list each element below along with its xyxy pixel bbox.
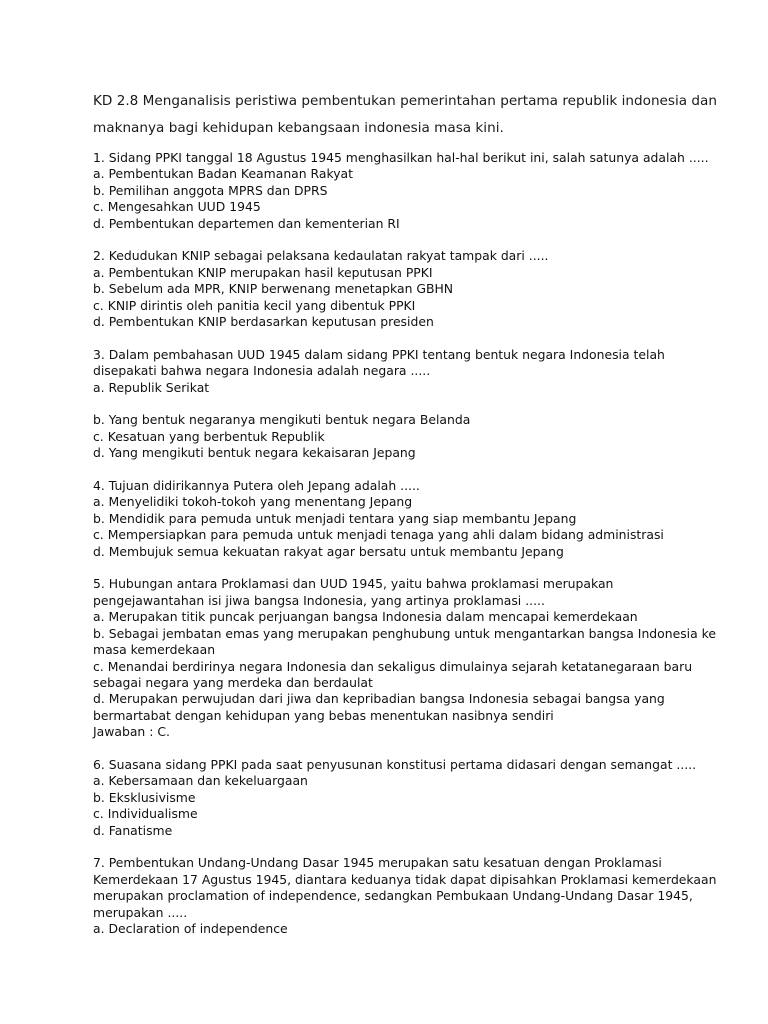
question-line: d. Merupakan perwujudan dari jiwa dan kepribadian bangsa Indonesia sebagai bangsa yang (93, 691, 665, 707)
question-line: b. Mendidik para pemuda untuk menjadi tentara yang siap membantu Jepang (93, 510, 577, 526)
question-text: 2. Kedudukan KNIP sebagai pelaksana kedaulatan rakyat tampak dari ..... (93, 248, 549, 264)
question-text: 7. Pembentukan Undang-Undang Dasar 1945 merupakan satu kesatuan dengan Proklamasi (93, 855, 662, 871)
question-line: c. Mempersiapkan para pemuda untuk menjadi tenaga yang ahli dalam bidang administrasi (93, 527, 664, 543)
question-line: Jawaban : C. (93, 724, 170, 740)
question-line: masa kemerdekaan (93, 642, 216, 658)
question-line: a. Declaration of independence (93, 920, 288, 936)
question-line: c. Individualisme (93, 806, 198, 822)
question-line: merupakan proclamation of independence, sedangkan Pembukaan Undang-Undang Dasar 1945, (93, 888, 693, 904)
question-line: a. Menyelidiki tokoh-tokoh yang menentang Jepang (93, 494, 413, 510)
question-text: 6. Suasana sidang PPKI pada saat penyusunan konstitusi pertama didasari dengan semangat ..... (93, 756, 697, 772)
question-7 (93, 855, 743, 937)
question-line: d. Pembentukan KNIP berdasarkan keputusan presiden (93, 314, 434, 330)
question-1 (93, 150, 743, 232)
question-line: a. Kebersamaan dan kekeluargaan (93, 773, 308, 789)
question-line: c. Menandai berdirinya negara Indonesia dan sekaligus dimulainya sejarah ketatanegaraan baru (93, 658, 693, 674)
question-text: 5. Hubungan antara Proklamasi dan UUD 1945, yaitu bahwa proklamasi merupakan (93, 576, 614, 592)
question-text: 3. Dalam pembahasan UUD 1945 dalam sidang PPKI tentang bentuk negara Indonesia telah (93, 346, 665, 362)
question-line: a. Pembentukan KNIP merupakan hasil keputusan PPKI (93, 264, 433, 280)
header-line-1: KD 2.8 Menganalisis peristiwa pembentukan pemerintahan pertama republik indonesia dan (93, 93, 718, 109)
question-line: c. Kesatuan yang berbentuk Republik (93, 428, 325, 444)
question-5 (93, 576, 743, 740)
question-line: a. Republik Serikat (93, 379, 210, 395)
question-line: pengejawantahan isi jiwa bangsa Indonesia, yang artinya proklamasi ..... (93, 592, 545, 608)
question-line: Kemerdekaan 17 Agustus 1945, diantara keduanya tidak dapat dipisahkan Proklamasi kemerdekaan (93, 871, 717, 887)
question-line: disepakati bahwa negara Indonesia adalah negara ..... (93, 363, 431, 379)
question-line: a. Merupakan titik puncak perjuangan bangsa Indonesia dalam mencapai kemerdekaan (93, 609, 638, 625)
question-text: 4. Tujuan didirikannya Putera oleh Jepang adalah ..... (93, 478, 420, 494)
question-line: d. Fanatisme (93, 822, 173, 838)
question-line: sebagai negara yang merdeka dan berdaulat (93, 674, 373, 690)
question-list (93, 150, 743, 937)
question-line: bermartabat dengan kehidupan yang bebas menentukan nasibnya sendiri (93, 707, 554, 723)
question-4 (93, 478, 743, 560)
question-6 (93, 757, 743, 839)
question-text: 1. Sidang PPKI tanggal 18 Agustus 1945 menghasilkan hal-hal berikut ini, salah satunya adalah ..... (93, 150, 709, 165)
document-page (93, 88, 743, 954)
header-line-2: maknanya bagi kehidupan kebangsaan indonesia masa kini. (93, 120, 504, 136)
question-2 (93, 248, 743, 330)
document-header (93, 88, 743, 142)
question-line: d. Pembentukan departemen dan kementerian RI (93, 215, 400, 231)
question-line: merupakan ..... (93, 904, 188, 920)
question-line: b. Pemilihan anggota MPRS dan DPRS (93, 182, 328, 198)
blank-line (93, 396, 743, 412)
question-line: b. Yang bentuk negaranya mengikuti bentuk negara Belanda (93, 412, 471, 428)
question-line: b. Eksklusivisme (93, 789, 196, 805)
question-line: a. Pembentukan Badan Keamanan Rakyat (93, 166, 354, 182)
question-line: b. Sebelum ada MPR, KNIP berwenang menetapkan GBHN (93, 281, 454, 297)
question-line: c. Mengesahkan UUD 1945 (93, 199, 261, 215)
question-line: b. Sebagai jembatan emas yang merupakan penghubung untuk mengantarkan bangsa Indonesia ke (93, 625, 717, 641)
question-line: c. KNIP dirintis oleh panitia kecil yang dibentuk PPKI (93, 297, 416, 313)
question-line: d. Yang mengikuti bentuk negara kekaisaran Jepang (93, 445, 416, 461)
question-line: d. Membujuk semua kekuatan rakyat agar bersatu untuk membantu Jepang (93, 543, 564, 559)
question-3 (93, 347, 743, 462)
